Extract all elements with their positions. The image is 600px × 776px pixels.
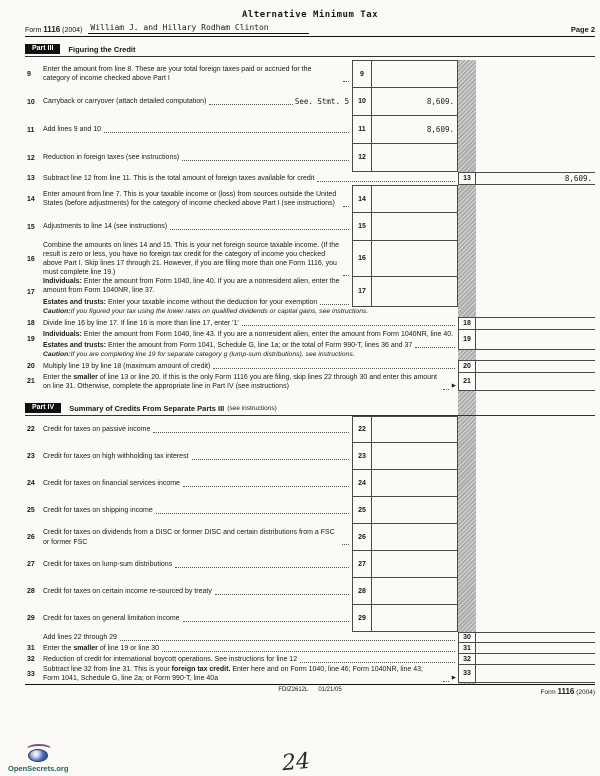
part3-header-bar	[25, 44, 595, 57]
line-box-number: 32	[458, 654, 476, 665]
paragraph-text	[43, 373, 440, 391]
page-number: Page 2	[570, 25, 595, 34]
paragraph	[43, 153, 351, 162]
paragraph	[43, 222, 351, 231]
text-segment: Caution:	[43, 351, 71, 359]
margin-line-number: 17	[27, 288, 35, 296]
line-description	[43, 153, 352, 162]
line-box-number: 29	[352, 605, 372, 632]
paragraph	[43, 341, 457, 350]
margin-line-number: 22	[27, 426, 35, 434]
dotted-leader	[183, 621, 349, 622]
margin-line-number: 12	[27, 154, 35, 162]
line-description	[43, 655, 458, 664]
text-segment: Credit for taxes on lump-sum distributions	[43, 560, 173, 568]
paragraph-text	[43, 222, 167, 231]
amount-field-27	[372, 551, 458, 578]
amount-field-23	[372, 443, 458, 470]
dotted-leader	[162, 651, 455, 652]
dotted-leader	[213, 368, 455, 369]
dotted-leader	[300, 662, 455, 663]
paragraph	[43, 330, 457, 339]
paragraph	[43, 174, 457, 183]
form-word: Form	[25, 27, 42, 34]
text-segment: Enter the amount from Form 1041, Schedule G, line 1a; or the total of Form 990-T, lines 36 and 37	[106, 341, 413, 349]
text-segment: Subtract line 12 from line 11. This is the total amount of foreign taxes available for credit	[43, 174, 315, 182]
line-description	[43, 125, 352, 134]
form-line-20	[25, 360, 595, 373]
margin-line-number: 13	[27, 175, 35, 182]
line-description	[43, 319, 458, 328]
form-line-9	[25, 60, 595, 88]
line-box-number: 16	[352, 241, 372, 277]
footer-form-number: 1116	[557, 687, 575, 697]
eye-icon	[28, 749, 48, 762]
text-segment: Individuals:	[43, 330, 82, 338]
paragraph	[43, 587, 351, 596]
dotted-leader	[343, 81, 349, 82]
text-segment: Carryback or carryover (attach detailed computation)	[43, 98, 207, 106]
line-box-number: 30	[458, 632, 476, 643]
part4-label: Part IV	[25, 403, 61, 413]
line-description	[43, 479, 352, 488]
paragraph	[43, 298, 351, 307]
caution-note	[43, 350, 595, 360]
dotted-leader	[443, 681, 449, 682]
line-description	[43, 330, 458, 350]
margin-line-number: 15	[27, 223, 35, 231]
form-line-32	[25, 654, 595, 665]
dotted-leader	[317, 181, 455, 182]
amount-field-19	[476, 330, 595, 350]
margin-line-number: 31	[27, 645, 35, 653]
amount-field-15	[372, 213, 458, 241]
dotted-leader	[183, 486, 349, 487]
amount-field-12	[372, 144, 458, 172]
paragraph	[43, 373, 457, 391]
text-segment: Enter the	[43, 644, 74, 652]
paragraph-text	[43, 644, 159, 653]
text-segment: of line 13 or line 20. If this is the only Form 1116 you are filing, skip lines 22 through 30 and enter this amount on line 31. Otherwise, complete the appropriate line in Part IV (see instructions)	[43, 373, 437, 390]
paragraph	[43, 506, 351, 515]
form-line-26	[25, 524, 595, 551]
amount-field-16	[372, 241, 458, 277]
text-segment: If you are completing line 19 for separate category g (lump-sum distributions), see instructions.	[70, 351, 355, 359]
amount-field-21	[476, 373, 595, 391]
paragraph-text	[43, 655, 297, 664]
text-segment: Enter amount from line 7. This is your taxable income or (loss) from sources outside the United States (before adjustments) for the category of income checked above Part I (see instructions)	[43, 190, 337, 207]
line-box-number: 24	[352, 470, 372, 497]
line-description	[43, 174, 458, 183]
amount-field-26	[372, 524, 458, 551]
footer-form-id	[342, 687, 595, 696]
dotted-leader	[242, 325, 455, 326]
line-box-number: 28	[352, 578, 372, 605]
line-description	[43, 190, 352, 208]
paragraph-text	[43, 65, 340, 83]
margin-line-number: 28	[27, 588, 35, 596]
line-box-number: 33	[458, 665, 476, 683]
paragraph	[43, 97, 351, 107]
line-box-number: 17	[352, 277, 372, 306]
opensecrets-logo	[8, 749, 68, 773]
paragraph-text	[43, 362, 210, 371]
line-box-number: 13	[458, 172, 476, 185]
amount-field-24	[372, 470, 458, 497]
footer-form-word: Form	[540, 689, 556, 697]
line-description	[43, 362, 458, 371]
arrow-icon: ▶	[451, 675, 456, 682]
paragraph	[43, 633, 457, 642]
dotted-leader	[153, 432, 349, 433]
margin-line-number: 25	[27, 507, 35, 515]
dotted-leader	[192, 459, 349, 460]
margin-line-number: 9	[27, 70, 31, 78]
paragraph	[43, 277, 351, 295]
text-segment: foreign tax credit.	[171, 666, 231, 674]
form-line-19	[25, 330, 595, 350]
text-segment: Enter the amount from Form 1040, line 40. If you are a nonresident alien, enter the amount from Form 1040NR, line 37.	[43, 278, 340, 295]
paragraph-text	[43, 560, 172, 569]
amount-field-10: 8,609.	[372, 88, 458, 116]
margin-line-number: 26	[27, 534, 35, 542]
form-line-24	[25, 470, 595, 497]
paragraph	[43, 528, 351, 546]
paragraph	[43, 362, 457, 371]
line-box-number: 19	[458, 330, 476, 350]
line-box-number: 23	[352, 443, 372, 470]
margin-line-number: 33	[27, 670, 35, 678]
amount-field-33	[476, 665, 595, 683]
form-line-25	[25, 497, 595, 524]
line-description	[43, 560, 352, 569]
margin-line-number: 21	[27, 378, 35, 386]
paragraph-text	[43, 319, 239, 328]
paragraph-text	[43, 174, 314, 183]
paragraph	[43, 190, 351, 208]
dotted-leader	[182, 160, 349, 161]
line-box-number: 12	[352, 144, 372, 172]
form-line-29	[25, 605, 595, 632]
line-description	[43, 633, 458, 642]
form-line-14	[25, 185, 595, 213]
line-description	[43, 277, 352, 306]
line-box-number: 20	[458, 360, 476, 373]
text-segment: Reduction of credit for international boycott operations. See instructions for line 12	[43, 655, 298, 663]
paragraph	[43, 125, 351, 134]
amount-field-30	[476, 632, 595, 643]
text-segment: Credit for taxes on certain income re-sourced by treaty	[43, 587, 212, 595]
part3-label: Part III	[25, 44, 60, 54]
amount-field-32	[476, 654, 595, 665]
form-number: 1116	[43, 25, 61, 34]
amount-field-14	[372, 185, 458, 213]
paragraph-text	[43, 479, 180, 488]
footer-print-code	[278, 687, 341, 693]
text-segment: smaller	[73, 373, 98, 381]
text-segment: Enter the amount from Form 1040, line 43. If you are a nonresident alien, enter the amount from Form 1040NR, line 40.	[81, 330, 454, 338]
line-box-number: 10	[352, 88, 372, 116]
line-description	[43, 665, 458, 683]
text-segment: Enter here and on Form 1040, line 46; Form 1040NR, line 43; Form 1041, Schedule G, line 2a; or Form 990-T, line 40a	[43, 666, 423, 683]
dotted-leader	[170, 229, 349, 230]
text-segment: smaller	[73, 644, 98, 652]
form-header	[25, 23, 595, 37]
margin-line-number: 20	[27, 362, 35, 370]
line-description	[43, 644, 458, 653]
dotted-leader	[209, 104, 292, 105]
line-description	[43, 425, 352, 434]
line-box-number: 22	[352, 416, 372, 443]
margin-line-number: 27	[27, 561, 35, 569]
footer-code: FDIZ2612L	[278, 687, 309, 694]
dotted-leader	[343, 275, 349, 276]
paragraph	[43, 560, 351, 569]
paragraph	[43, 614, 351, 623]
text-segment: of line 19 or line 30	[97, 644, 159, 652]
form-id	[25, 25, 82, 34]
paragraph-text	[43, 587, 212, 596]
dotted-leader	[175, 567, 349, 568]
line-box-number: 9	[352, 60, 372, 88]
margin-line-number: 16	[27, 255, 35, 263]
part4-title: Summary of Credits From Separate Parts III	[69, 403, 225, 413]
amount-field-9	[372, 60, 458, 88]
dotted-leader	[156, 513, 349, 514]
margin-line-number: 14	[27, 195, 35, 203]
text-segment: Individuals:	[43, 278, 82, 286]
form-year: (2004)	[62, 27, 83, 34]
form-footer	[25, 687, 595, 696]
text-segment: Enter your taxable income without the deduction for your exemption	[106, 298, 318, 306]
text-segment: Credit for taxes on dividends from a DISC or former DISC and certain distributions from a FSC or former FSC	[43, 529, 335, 546]
form-line-16	[25, 241, 595, 277]
amount-field-28	[372, 578, 458, 605]
line-description	[43, 65, 352, 83]
form-line-12	[25, 144, 595, 172]
paragraph-text	[43, 452, 189, 461]
paragraph-text	[43, 633, 117, 642]
amount-field-20	[476, 360, 595, 373]
line-box-number: 26	[352, 524, 372, 551]
form-line-28	[25, 578, 595, 605]
text-segment: Credit for taxes on passive income	[43, 425, 151, 433]
footer-date: 01/21/05	[318, 687, 342, 694]
text-segment: Credit for taxes on general limitation income	[43, 614, 180, 622]
paragraph-text	[43, 241, 340, 277]
paragraph-text	[43, 614, 180, 623]
paragraph-text	[43, 665, 440, 683]
text-segment: Combine the amounts on lines 14 and 15. This is your net foreign source taxable income. (If the result is zero or less, you have no foreign tax credit for the category of income you checked above Part I. Skip lines 17 through 21. However, if you are filing more than one Form 1116, you must complete line 19.)	[43, 242, 339, 277]
form-line-27	[25, 551, 595, 578]
amount-field-31	[476, 643, 595, 654]
paragraph-text	[43, 125, 101, 134]
text-segment: Subtract line 32 from line 31. This is your	[43, 666, 172, 674]
form-line-17	[25, 277, 595, 306]
line-description	[43, 241, 352, 277]
dotted-leader	[320, 304, 349, 305]
paragraph	[43, 241, 351, 277]
form-body	[25, 60, 595, 685]
form-line-22	[25, 416, 595, 443]
part4-note: (see instructions)	[227, 404, 277, 412]
paragraph	[43, 655, 457, 664]
line-box-number: 25	[352, 497, 372, 524]
text-segment: Reduction in foreign taxes (see instructions)	[43, 154, 180, 162]
margin-line-number: 18	[27, 319, 35, 327]
dotted-leader	[120, 640, 455, 641]
margin-line-number: 24	[27, 480, 35, 488]
text-segment: Credit for taxes on financial services income	[43, 479, 180, 487]
document-title: Alternative Minimum Tax	[241, 10, 379, 20]
line-description	[43, 97, 352, 107]
part4-rows	[25, 416, 595, 683]
paragraph-text	[43, 330, 453, 339]
text-segment: If you figured your tax using the lower rates on qualified dividends or capital gains, see instructions.	[70, 308, 369, 316]
paragraph-text	[43, 153, 179, 162]
form-line-18	[25, 317, 595, 330]
line-box-number: 21	[458, 373, 476, 391]
dotted-leader	[215, 594, 349, 595]
margin-line-number: 23	[27, 453, 35, 461]
paragraph-text	[43, 190, 340, 208]
footer-form-year: (2004)	[576, 689, 595, 697]
arrow-icon: ▶	[451, 382, 456, 389]
text-segment: Divide line 16 by line 17. If line 16 is more than line 17, enter '1'	[43, 319, 239, 327]
dotted-leader	[443, 389, 449, 390]
amount-field-25	[372, 497, 458, 524]
text-segment: Enter the	[43, 373, 74, 381]
text-segment: Adjustments to line 14 (see instructions)	[43, 223, 168, 231]
line-description	[43, 528, 352, 546]
paragraph	[43, 665, 457, 683]
text-segment: Credit for taxes on high withholding tax interest	[43, 452, 189, 460]
amount-field-11: 8,609.	[372, 116, 458, 144]
text-segment: Enter the amount from line 8. These are your total foreign taxes paid or accrued for the category of income checked above Part I	[43, 65, 312, 82]
paragraph-text	[43, 298, 317, 307]
form-line-30	[25, 632, 595, 643]
paragraph-text	[43, 528, 339, 546]
amount-field-29	[372, 605, 458, 632]
paragraph	[43, 319, 457, 328]
dotted-leader	[104, 132, 349, 133]
paragraph	[43, 644, 457, 653]
amount-field-13: 8,609.	[476, 172, 595, 185]
margin-line-number: 10	[27, 98, 35, 106]
text-segment: Add lines 9 and 10	[43, 126, 101, 134]
line-description	[43, 373, 458, 391]
taxpayer-name: William J. and Hillary Rodham Clinton	[88, 23, 308, 34]
form-line-10	[25, 88, 595, 116]
margin-line-number: 11	[27, 126, 35, 134]
paragraph-text	[43, 506, 153, 515]
line-box-number: 14	[352, 185, 372, 213]
line-description	[43, 452, 352, 461]
line-box-number: 11	[352, 116, 372, 144]
line-box-number: 31	[458, 643, 476, 654]
typed-note: See. Stmt. 5	[294, 97, 349, 107]
paragraph-text	[43, 425, 150, 434]
paragraph-text	[43, 97, 206, 107]
paragraph-text	[43, 277, 351, 295]
paragraph	[43, 452, 351, 461]
form-line-21	[25, 373, 595, 391]
form-line-23	[25, 443, 595, 470]
paragraph-text	[43, 341, 412, 350]
form-line-33	[25, 665, 595, 683]
handwritten-page-number: 24	[280, 748, 312, 776]
part3-rows	[25, 60, 595, 391]
line-description	[43, 506, 352, 515]
margin-line-number: 29	[27, 615, 35, 623]
paragraph	[43, 425, 351, 434]
margin-line-number: 19	[27, 336, 35, 344]
line-box-number: 18	[458, 317, 476, 330]
paragraph	[43, 479, 351, 488]
part3-title: Figuring the Credit	[68, 44, 136, 54]
text-segment: Caution:	[43, 308, 71, 316]
line-box-number: 27	[352, 551, 372, 578]
amount-field-22	[372, 416, 458, 443]
text-segment: Multiply line 19 by line 18 (maximum amount of credit)	[43, 362, 211, 370]
part4-header-bar	[25, 403, 595, 416]
text-segment: Add lines 22 through 29	[43, 633, 117, 641]
form-line-31	[25, 643, 595, 654]
paragraph	[43, 65, 351, 83]
text-segment: Credit for taxes on shipping income	[43, 506, 153, 514]
amount-field-18	[476, 317, 595, 330]
amount-field-17	[372, 277, 458, 306]
form-line-15	[25, 213, 595, 241]
text-segment: Estates and trusts:	[43, 298, 107, 306]
dotted-leader	[415, 347, 455, 348]
line-description	[43, 222, 352, 231]
text-segment: Estates and trusts:	[43, 341, 107, 349]
line-description	[43, 587, 352, 596]
eyebrow-arc-icon	[26, 744, 52, 755]
logo-text: OpenSecrets.org	[8, 764, 69, 773]
form-line-11	[25, 116, 595, 144]
margin-line-number: 32	[27, 656, 35, 664]
caution-note	[43, 307, 595, 317]
dotted-leader	[342, 544, 349, 545]
line-description	[43, 614, 352, 623]
line-box-number: 15	[352, 213, 372, 241]
dotted-leader	[343, 206, 349, 207]
form-line-13	[25, 172, 595, 185]
